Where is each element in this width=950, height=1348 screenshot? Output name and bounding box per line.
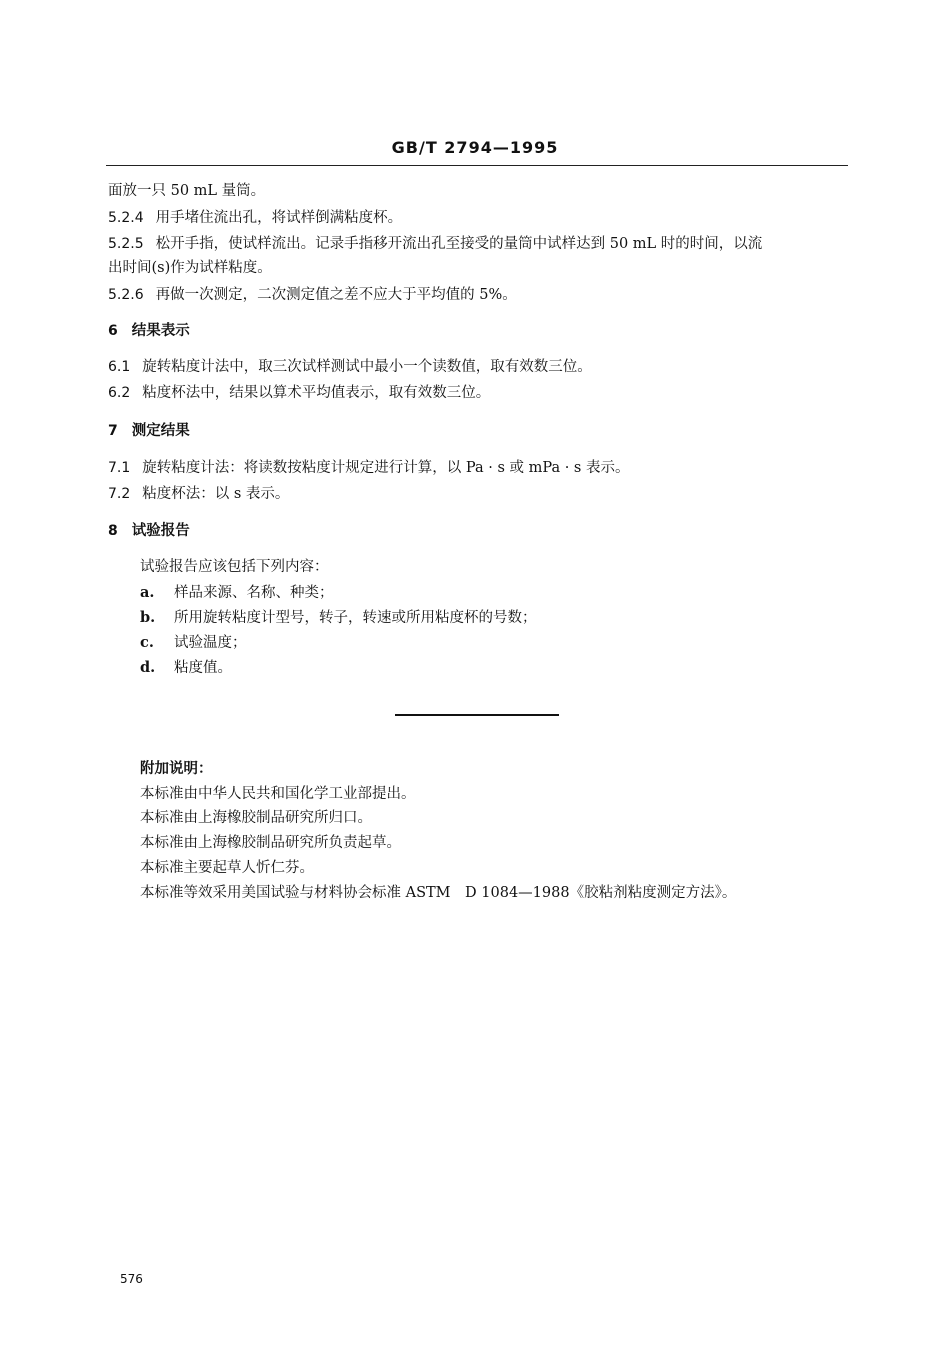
- end-of-text-rule: [395, 714, 559, 716]
- clause-number: 5.2.6: [108, 287, 144, 303]
- note-line: 本标准由上海橡胶制品研究所归口。: [140, 810, 372, 826]
- item-letter: b.: [140, 609, 156, 626]
- clause-number: 7.2: [108, 486, 131, 502]
- clause-5-2-5-continued: 出时间(s)作为试样粘度。: [108, 260, 272, 276]
- report-item-c: [140, 634, 247, 652]
- section-heading-8: [108, 522, 190, 540]
- section-title: 结果表示: [131, 322, 190, 339]
- clause-text: 再做一次测定，二次测定值之差不应大于平均值的 5%。: [155, 287, 517, 303]
- note-line: 本标准由上海橡胶制品研究所负责起草。: [140, 835, 401, 851]
- clause-text: 旋转粘度计法中，取三次试样测试中最小一个读数值，取有效数三位。: [142, 359, 592, 375]
- clause-5-2-5: [108, 235, 762, 253]
- clause-number: 6.2: [108, 385, 131, 401]
- item-letter: c.: [140, 634, 154, 651]
- section-number: 8: [108, 523, 118, 539]
- item-text: 所用旋转粘度计型号，转子，转速或所用粘度杯的号数；: [174, 610, 537, 626]
- item-letter: d.: [140, 659, 156, 676]
- report-item-b: [140, 609, 537, 627]
- clause-7-1: [108, 459, 630, 477]
- item-text: 试验温度；: [174, 635, 247, 651]
- clause-5-2-4: [108, 209, 402, 227]
- report-item-d: [140, 659, 232, 677]
- note-line: 本标准等效采用美国试验与材料协会标准 ASTM D 1084—1988《胶粘剂粘度测定方法》。: [140, 885, 737, 901]
- section-heading-6: [108, 322, 190, 340]
- note-line: 本标准由中华人民共和国化学工业部提出。: [140, 786, 416, 802]
- page-number: 576: [120, 1272, 143, 1286]
- item-text: 样品来源、名称、种类；: [174, 585, 334, 601]
- clause-number: 7.1: [108, 460, 131, 476]
- header-rule: [106, 165, 848, 166]
- clause-text: 粘度杯法：以 s 表示。: [142, 486, 290, 502]
- note-line: 本标准主要起草人忻仁芬。: [140, 860, 314, 876]
- continuation-line: 面放一只 50 mL 量筒。: [108, 183, 266, 199]
- clause-number: 6.1: [108, 359, 131, 375]
- clause-6-2: [108, 384, 490, 402]
- clause-text: 旋转粘度计法：将读数按粘度计规定进行计算，以 Pa · s 或 mPa · s 表示。: [142, 460, 630, 476]
- report-intro: 试验报告应该包括下列内容：: [140, 559, 329, 575]
- standard-number-header: GB/T 2794—1995: [391, 138, 559, 157]
- additional-notes-title: 附加说明：: [140, 760, 213, 777]
- item-text: 粘度值。: [174, 660, 232, 676]
- report-item-a: [140, 584, 334, 602]
- clause-5-2-6: [108, 286, 517, 304]
- clause-number: 5.2.4: [108, 210, 144, 226]
- clause-7-2: [108, 485, 289, 503]
- clause-6-1: [108, 358, 592, 376]
- section-heading-7: [108, 422, 190, 440]
- clause-number: 5.2.5: [108, 236, 144, 252]
- section-title: 测定结果: [131, 422, 190, 439]
- section-title: 试验报告: [131, 522, 190, 539]
- clause-text: 粘度杯法中，结果以算术平均值表示，取有效数三位。: [142, 385, 491, 401]
- clause-text: 用手堵住流出孔，将试样倒满粘度杯。: [155, 210, 403, 226]
- clause-text: 松开手指，使试样流出。记录手指移开流出孔至接受的量筒中试样达到 50 mL 时的时间，以流: [155, 236, 763, 252]
- section-number: 6: [108, 323, 118, 339]
- item-letter: a.: [140, 584, 155, 601]
- section-number: 7: [108, 423, 118, 439]
